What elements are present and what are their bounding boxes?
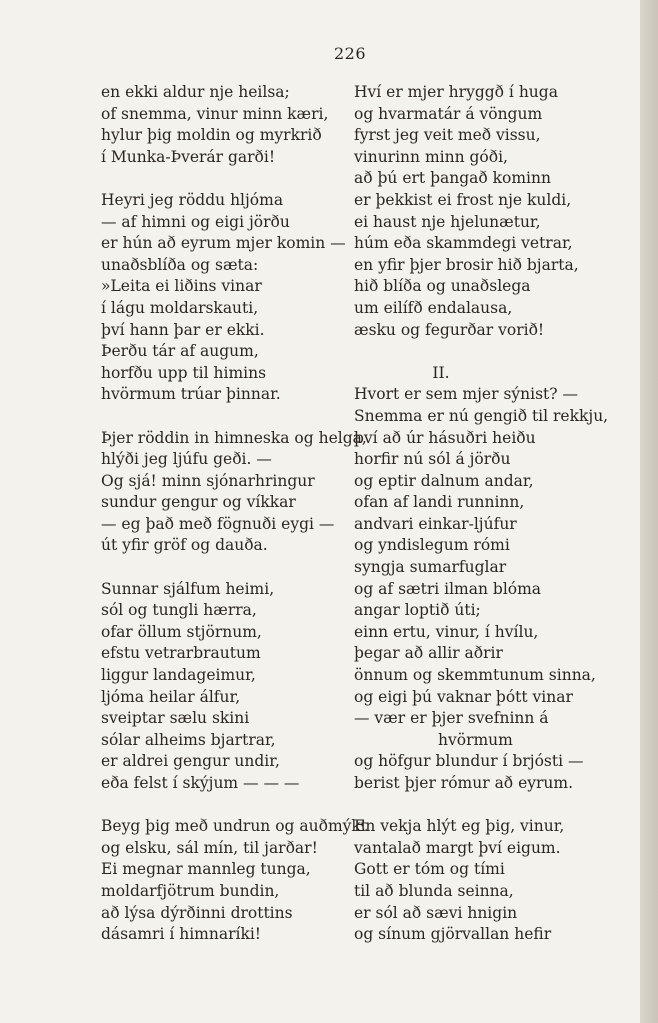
poem-line: hlýði jeg ljúfu geði. — [101, 450, 272, 469]
poem-line: andvari einkar-ljúfur [354, 514, 517, 533]
poem-line: um eilífð endalausa, [354, 298, 513, 317]
poem-line: í lágu moldarskauti, [101, 298, 259, 317]
poem-line: hvörmum trúar þinnar. [101, 385, 281, 404]
poem-line: því hann þar er ekki. [101, 320, 265, 339]
stanza [101, 190, 356, 406]
left-column [101, 82, 368, 967]
stanza [101, 82, 356, 168]
poem-line: Heyri jeg röddu hljóma [101, 190, 284, 209]
poem-line: Hvort er sem mjer sýnist? — [354, 385, 579, 404]
poem-line: í Munka-Þverár garði! [101, 147, 276, 166]
poem-line: liggur landageimur, [101, 666, 256, 685]
poem-line: Snemma er nú gengið til rekkju, [354, 406, 609, 425]
poem-line: og sínum gjörvallan hefir [354, 925, 552, 944]
section-heading: II. [432, 363, 450, 382]
poem-line: dásamri í himnaríki! [101, 925, 262, 944]
poem-line: hvörmum [438, 730, 513, 749]
poem-line: út yfir gröf og dauða. [101, 536, 268, 555]
poem-line: og höfgur blundur í brjósti — [354, 752, 584, 771]
stanza [354, 384, 624, 794]
poem-line: Þjer röddin in himneska og helga, [101, 428, 367, 447]
poem-line: vinurinn minn góði, [354, 147, 508, 166]
book-spine [640, 0, 658, 1023]
poem-line: er hún að eyrum mjer komin — [101, 234, 346, 253]
poem-line: sundur gengur og víkkar [101, 493, 296, 512]
poem-line: syngja sumarfuglar [354, 558, 507, 577]
poem-line: — af himni og eigi jörðu [101, 212, 290, 231]
poem-line: er aldrei gengur undir, [101, 752, 280, 771]
poem-line: ei haust nje hjelunætur, [354, 212, 541, 231]
poem-line: unaðsblíða og sæta: [101, 255, 259, 274]
poem-line: En vekja hlýt eg þig, vinur, [354, 817, 565, 836]
poem-line: er þekkist ei frost nje kuldi, [354, 190, 572, 209]
stanza [101, 579, 356, 795]
poem-line: og yndislegum rómi [354, 536, 510, 555]
poem-line: Sunnar sjálfum heimi, [101, 579, 275, 598]
poem-line: Beyg þig með undrun og auðmýkt [101, 817, 368, 836]
poem-line: húm eða skammdegi vetrar, [354, 234, 573, 253]
poem-line: til að blunda seinna, [354, 881, 514, 900]
poem-line: og eptir dalnum andar, [354, 471, 534, 490]
poem-line: ofar öllum stjörnum, [101, 622, 262, 641]
poem-line: og eigi þú vaknar þótt vinar [354, 687, 573, 706]
poem-line: »Leita ei liðins vinar [101, 277, 262, 296]
poem-line: vantalað margt því eigum. [354, 838, 561, 857]
poem-line: hið blíða og unaðslega [354, 277, 531, 296]
poem-line: sólar alheims bjartrar, [101, 730, 276, 749]
poem-line: önnum og skemmtunum sinna, [354, 666, 596, 685]
poem-line: er sól að sævi hnigin [354, 903, 518, 922]
poem-line: ljóma heilar álfur, [101, 687, 241, 706]
poem-line: og af sætri ilman blóma [354, 579, 542, 598]
poem-line: — vær er þjer svefninn á [354, 709, 549, 728]
stanza [101, 816, 368, 946]
poem-line: að þú ert þangað kominn [354, 169, 551, 188]
poem-line: því að úr hásuðri heiðu [354, 428, 536, 447]
poem-line: Hví er mjer hryggð í huga [354, 83, 558, 101]
poem-line: Gott er tóm og tími [354, 860, 505, 879]
poem-line: horfir nú sól á jörðu [354, 450, 511, 469]
poem-line: of snemma, vinur minn kæri, [101, 104, 329, 123]
poem-line: ofan af landi runninn, [354, 493, 525, 512]
right-column [354, 82, 624, 967]
poem-line: einn ertu, vinur, í hvílu, [354, 622, 539, 641]
poem-line: að lýsa dýrðinni drottins [101, 903, 293, 922]
poem-line: — eg það með fögnuði eygi — [101, 514, 335, 533]
poem-line: eða felst í skýjum — — — [101, 774, 300, 792]
page-number: 226 [333, 44, 367, 63]
poem-line: efstu vetrarbrautum [101, 644, 261, 663]
poem-line: og elsku, sál mín, til jarðar! [101, 838, 318, 857]
poem-line: Og sjá! minn sjónarhringur [101, 471, 315, 490]
poem-line: berist þjer rómur að eyrum. [354, 774, 574, 792]
stanza [101, 428, 367, 558]
poem-line: Þerðu tár af augum, [101, 342, 259, 361]
poem-line: sveiptar sælu skini [101, 709, 250, 728]
poem-line: þegar að allir aðrir [354, 644, 503, 663]
poem-line: horfðu upp til himins [101, 363, 267, 382]
stanza [354, 816, 624, 946]
poem-line: moldarfjötrum bundin, [101, 881, 280, 900]
stanza [354, 82, 624, 341]
poem-line: æsku og fegurðar vorið! [354, 320, 545, 339]
poem-line: og hvarmatár á vöngum [354, 104, 543, 123]
poem-line: sól og tungli hærra, [101, 601, 257, 620]
poem-line: angar loptið úti; [354, 601, 481, 620]
poem-line: Ei megnar mannleg tunga, [101, 860, 311, 879]
poem-line: en yfir þjer brosir hið bjarta, [354, 255, 579, 274]
poem-line: hylur þig moldin og myrkrið [101, 126, 322, 145]
poem-line: fyrst jeg veit með vissu, [354, 126, 541, 145]
poem-line: en ekki aldur nje heilsa; [101, 83, 290, 101]
